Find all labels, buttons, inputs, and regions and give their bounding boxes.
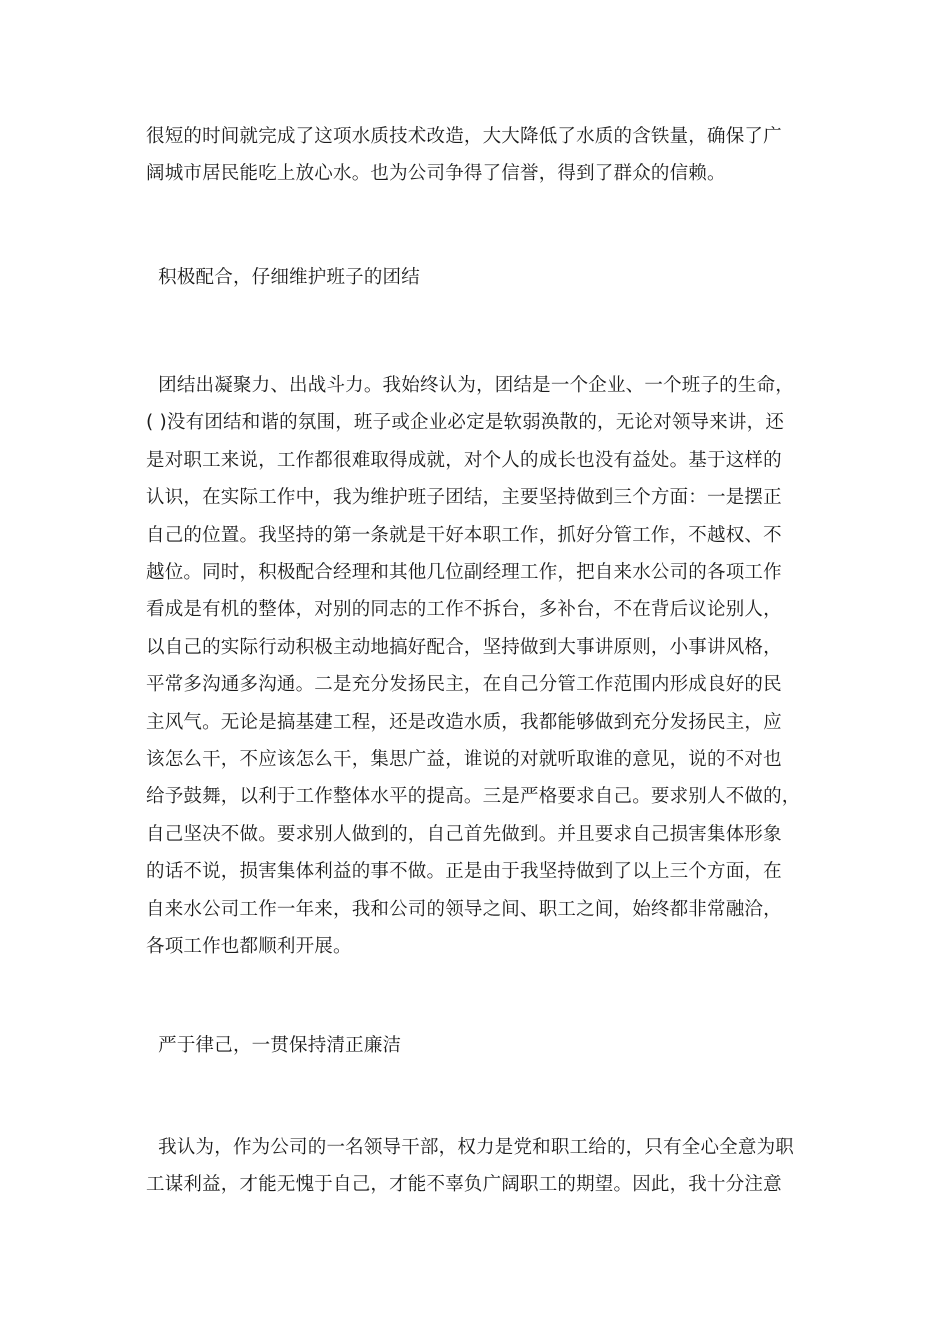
heading-text: 积极配合，仔细维护班子的团结 bbox=[146, 267, 420, 288]
section-heading-team-unity bbox=[146, 259, 816, 296]
section-heading-integrity bbox=[146, 1027, 816, 1064]
text-line: 平常多沟通多沟通。二是充分发扬民主，在自己分管工作范围内形成良好的民 bbox=[146, 674, 782, 696]
text-line: ( )没有团结和谐的氛围，班子或企业必定是软弱涣散的，无论对领导来讲，还 bbox=[146, 412, 785, 434]
text-line: 团结出凝聚力、出战斗力。我始终认为，团结是一个企业、一个班子的生命， bbox=[146, 375, 794, 396]
text-line: 是对职工来说，工作都很难取得成就，对个人的成长也没有益处。基于这样的 bbox=[146, 449, 782, 471]
paragraph-integrity bbox=[146, 1129, 816, 1204]
paragraph-water-quality bbox=[146, 118, 816, 193]
heading-text: 严于律己，一贯保持清正廉洁 bbox=[146, 1035, 402, 1056]
text-line: 阔城市居民能吃上放心水。也为公司争得了信誉，得到了群众的信赖。 bbox=[146, 163, 726, 185]
paragraph-team-unity bbox=[146, 367, 816, 966]
text-line: 自己坚决不做。要求别人做到的，自己首先做到。并且要求自己损害集体形象 bbox=[146, 823, 782, 845]
text-line: 自己的位置。我坚持的第一条就是干好本职工作，抓好分管工作，不越权、不 bbox=[146, 524, 782, 546]
text-line: 自来水公司工作一年来，我和公司的领导之间、职工之间，始终都非常融洽， bbox=[146, 898, 782, 920]
text-line: 很短的时间就完成了这项水质技术改造，大大降低了水质的含铁量，确保了广 bbox=[146, 126, 782, 147]
text-line: 各项工作也都顺利开展。 bbox=[146, 936, 352, 958]
text-line: 我认为，作为公司的一名领导干部，权力是党和职工给的，只有全心全意为职 bbox=[146, 1137, 794, 1158]
text-line: 的话不说，损害集体利益的事不做。正是由于我坚持做到了以上三个方面，在 bbox=[146, 861, 782, 883]
text-line: 工谋利益，才能无愧于自己，才能不辜负广阔职工的期望。因此，我十分注意 bbox=[146, 1174, 782, 1196]
text-line: 以自己的实际行动积极主动地搞好配合，坚持做到大事讲原则，小事讲风格， bbox=[146, 636, 782, 658]
text-line: 该怎么干，不应该怎么干，集思广益，谁说的对就听取谁的意见，说的不对也 bbox=[146, 749, 782, 771]
text-line: 看成是有机的整体，对别的同志的工作不拆台，多补台，不在背后议论别人， bbox=[146, 599, 782, 621]
text-line: 主风气。无论是搞基建工程，还是改造水质，我都能够做到充分发扬民主，应 bbox=[146, 711, 782, 733]
text-line: 给予鼓舞，以利于工作整体水平的提高。三是严格要求自己。要求别人不做的， bbox=[146, 786, 801, 808]
text-line: 认识，在实际工作中，我为维护班子团结，主要坚持做到三个方面：一是摆正 bbox=[146, 487, 782, 509]
text-line: 越位。同时，积极配合经理和其他几位副经理工作，把自来水公司的各项工作 bbox=[146, 562, 782, 584]
